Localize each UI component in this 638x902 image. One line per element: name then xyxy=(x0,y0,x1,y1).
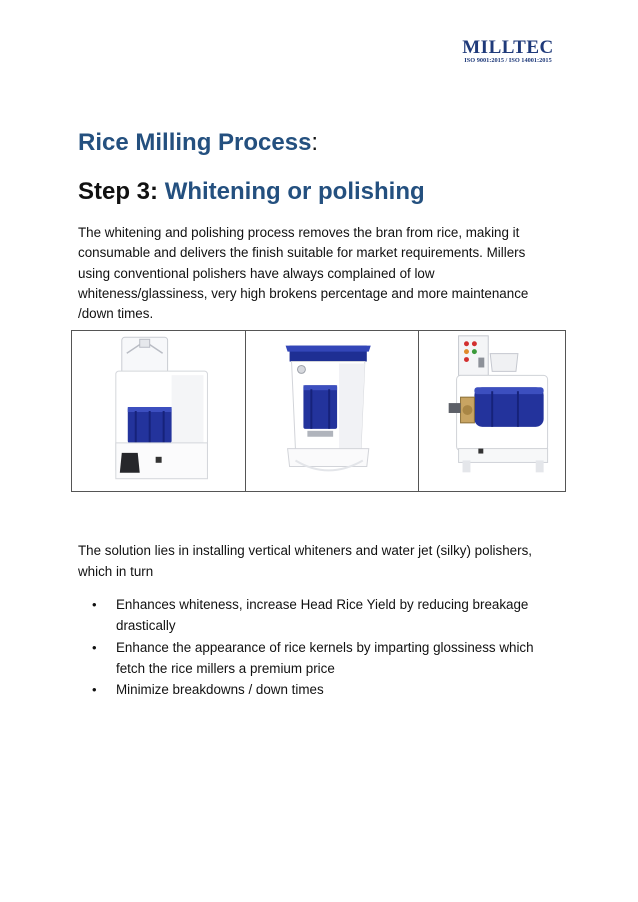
list-item xyxy=(78,637,558,680)
logo-certification: ISO 9001:2015 / ISO 14001:2015 xyxy=(464,57,552,64)
list-item xyxy=(78,679,558,700)
bullet-icon: • xyxy=(92,597,97,612)
process-heading xyxy=(78,127,318,159)
machine-image-table xyxy=(71,330,566,492)
image-cell-water-jet-polisher xyxy=(418,331,565,491)
bullet-icon: • xyxy=(92,682,97,698)
step-label: Step 3: xyxy=(78,178,165,205)
logo-brand-name: MILLTEC xyxy=(462,37,554,58)
vertical-polisher-machine-icon xyxy=(246,331,417,491)
benefit-text: Enhance the appearance of rice kernels by imparting glossiness which fetch the rice millers a premium price xyxy=(116,639,534,676)
intro-paragraph: The whitening and polishing process removes the bran from rice, making it consumable and delivers the finish suitable for market requirements. Millers using conventional polishers have always complained of low whiteness/glassiness, very high brokens percentage and more maintenance /down times. xyxy=(78,225,529,322)
water-jet-silky-polisher-machine-icon xyxy=(419,331,565,491)
image-cell-vertical-whitener xyxy=(72,331,245,491)
process-title: Rice Milling Process xyxy=(78,129,312,156)
benefit-text: Minimize breakdowns / down times xyxy=(116,682,324,698)
process-colon: : xyxy=(311,129,319,156)
milltec-logo xyxy=(458,38,558,65)
step-heading xyxy=(78,175,425,209)
list-item xyxy=(78,594,558,637)
step-name: Whitening or polishing xyxy=(164,178,425,205)
benefit-text: Enhances whiteness, increase Head Rice Yield by reducing breakage drastically xyxy=(116,597,529,634)
bullet-icon: • xyxy=(92,639,97,655)
vertical-whitener-machine-icon xyxy=(72,331,245,491)
solution-paragraph: The solution lies in installing vertical whiteners and water jet (silky) polishers, which in turn xyxy=(78,543,532,580)
image-cell-vertical-polisher xyxy=(245,331,417,491)
benefits-list xyxy=(78,594,558,700)
